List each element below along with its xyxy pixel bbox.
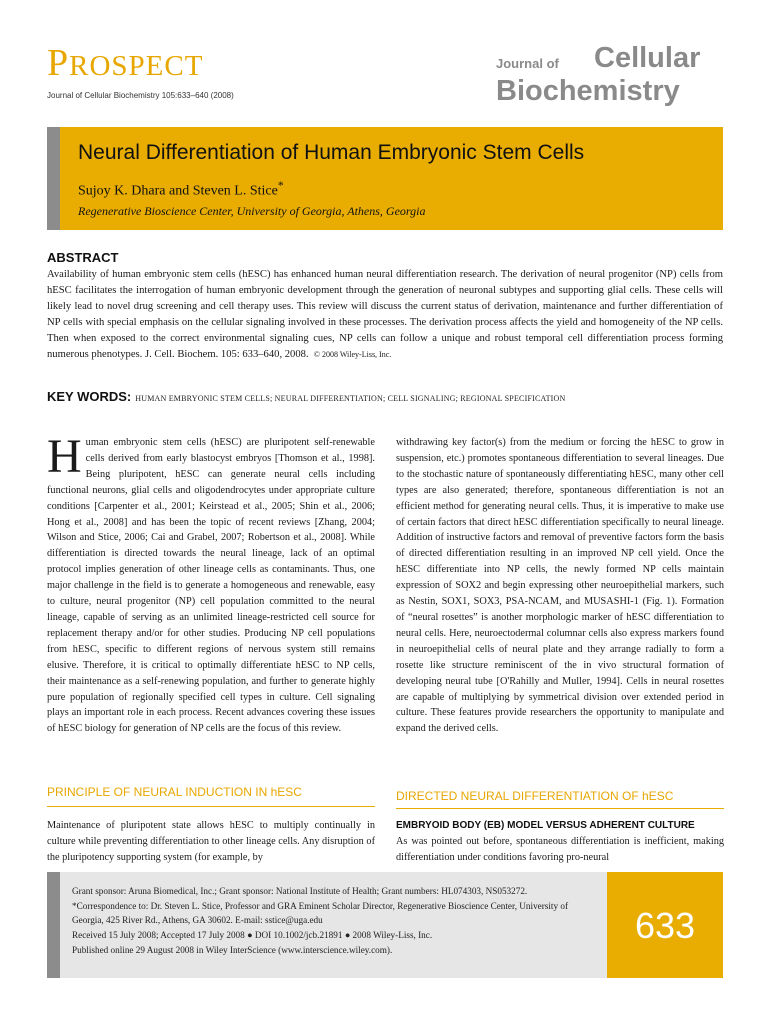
abstract-text: Availability of human embryonic stem cells (hESC) has enhanced human neural differentiation research. The derivation of neural progenitor (NP) cells from hESC facilitates the interrogation of human embryonic development through the generation of neuronal subtypes and supporting glial cells. These cells will likely lead to novel drug screening and cell therapy uses. This review will discuss the current status of derivation, maintenance and further differentiation of NP cells with special emphasis on the cellular signaling involved in these processes. The derivation process affects the yield and homogeneity of the NP cells. Then when exposed to the correct environmental signaling cues, NP cells can follow a unique and robust temporal cell differentiation process forming numerous phenotypes. J. Cell. Biochem. 105: 633–640, 2008. © 2008 Wiley-Liss, Inc. xyxy=(47,269,723,360)
section-rule xyxy=(47,806,375,807)
grant-note: Grant sponsor: Aruna Biomedical, Inc.; Grant sponsor: National Institute of Health; Grant numbers: HL074303, NS053272. xyxy=(72,886,528,896)
logo-journal-of: Journal of xyxy=(496,56,559,71)
article-authors: Sujoy K. Dhara and Steven L. Stice* xyxy=(78,179,284,199)
abstract-heading: ABSTRACT xyxy=(47,250,119,265)
footer-side-bar xyxy=(47,872,60,978)
logo-biochemistry: Biochemistry xyxy=(496,75,680,107)
journal-logo xyxy=(496,44,724,110)
subsection-heading: EMBRYOID BODY (EB) MODEL VERSUS ADHERENT CULTURE xyxy=(396,820,695,831)
body-column-right: withdrawing key factor(s) from the medium or forcing the hESC to grow in suspension, etc.) promotes spontaneous differentiation to several lineages. Due to the stochastic nature of spontaneously differentiating hESC, many other cell types are also generated; therefore, spontaneous differentiation is not an efficient method for generating neural cells. Thus, it is imperative to make use of certain factors that direct hESC differentiation specifically to neural lineage. Addition of instructive factors and removal of preventive factors form the basis of directed differentiation resulting in an improved NP cell yield. Once the hESC differentiate into NP cells, the newly formed NP cells maintain expression of SOX2 and begin expressing other neuroepithelial markers, such as Nestin, SOX1, SOX3, PSA-NCAM, and MUSASHI-1 (Fig. 1). Formation of “neural rosettes” is another morphologic marker of hESC differentiation to neural cells. Here, neuroectodermal columnar cells also express markers found in neuroepithelial cells of neural plate and they arrange radially to form a rosette like structure reminiscent of the in vivo structural formation of developing neural tube [O'Rahilly and Muller, 1994]. Cells in neural rosettes are capable of multiplying by symmetrical division over extended period in culture. These features provide researchers the opportunity to manipulate and expand the derived cells. xyxy=(396,437,724,735)
eb-model-paragraph: As was pointed out before, spontaneous differentiation is inefficient, making differentiation under conditions favoring pro-neural xyxy=(396,836,724,863)
logo-cellular: Cellular xyxy=(594,42,701,74)
article-title: Neural Differentiation of Human Embryonic Stem Cells xyxy=(78,141,585,164)
intro-paragraph: uman embryonic stem cells (hESC) are pluripotent self-renewable cells derived from early blastocyst embryos [Thomson et al., 1998]. Being pluripotent, hESC can generate neural cells including functional neurons, glial cells and oligodendrocytes under appropriate culture conditions [Carpenter et al., 2001; Keirstead et al., 2005; Shin et al., 2006; Hong et al., 2008] and has been the topic of recent reviews [Zhang, 2004; Wilson and Stice, 2006; Cai and Grabel, 2007; Robertson et al., 2008]. While differentiation is directed towards the neural lineage, lack of an optimal protocol implies generation of other lineage cells as contaminants. Thus, one major challenge in the field is to generate a homogeneous and renewable, easy to culture, neural progenitor (NP) cell population committed to the neural lineage, capable of serving as an unlimited lineage-restricted cell source for replacement therapy and/or for other studies. Producing NP cell populations from hESC, specific to different regions of nervous system still remains elusive. Therefore, it is critical to optimally differentiate hESC to NP cells, their maintenance as a self-renewing population, and further to generate highly pure population of regionally specified cell types in culture. Cell signaling plays an important role in each process. Recent advances covering these issues of hESC biology for generation of NP cells are the focus of this review. xyxy=(47,437,375,735)
author-mark: * xyxy=(277,179,284,192)
received-note: Received 15 July 2008; Accepted 17 July 2008 ● DOI 10.1002/jcb.21891 ● 2008 Wiley-Liss, Inc. xyxy=(72,930,433,941)
footer-text xyxy=(72,884,602,958)
section-rule xyxy=(396,808,724,809)
journal-reference: Journal of Cellular Biochemistry 105:633–640 (2008) xyxy=(47,91,234,100)
prospect-label: PROSPECT xyxy=(47,42,204,84)
page-number-box xyxy=(607,872,723,978)
article-affiliation: Regenerative Bioscience Center, University of Georgia, Athens, Georgia xyxy=(78,204,426,218)
banner-side-bar xyxy=(47,127,60,230)
section-heading-directed: DIRECTED NEURAL DIFFERENTIATION OF hESC xyxy=(396,789,674,803)
copyright-note: © 2008 Wiley-Liss, Inc. xyxy=(313,349,392,359)
keywords-heading: KEY WORDS: xyxy=(47,389,132,404)
published-note: Published online 29 August 2008 in Wiley InterScience (www.interscience.wiley.com). xyxy=(72,944,393,955)
section-heading-principle: PRINCIPLE OF NEURAL INDUCTION IN hESC xyxy=(47,785,302,799)
body-column-left xyxy=(47,430,375,737)
footer-box xyxy=(47,872,723,978)
page-number: 633 xyxy=(634,905,696,946)
principle-paragraph: Maintenance of pluripotent state allows hESC to multiply continually in culture while preventing differentiation to other lineage cells. Any disruption of the pluripotency supporting system (for example, by xyxy=(47,820,375,863)
drop-cap: H xyxy=(47,430,82,483)
keywords-line xyxy=(47,388,737,406)
title-banner xyxy=(47,127,723,230)
correspondence-note: *Correspondence to: Dr. Steven L. Stice, Professor and GRA Eminent Scholar Director, Regenerative Bioscience Center, University of Georgia, 425 River Rd., Athens, GA 30602. E-mail: sstice@uga.edu xyxy=(72,900,569,926)
keywords-list: HUMAN EMBRYONIC STEM CELLS; NEURAL DIFFERENTIATION; CELL SIGNALING; REGIONAL SPECIFICATION xyxy=(135,394,566,403)
